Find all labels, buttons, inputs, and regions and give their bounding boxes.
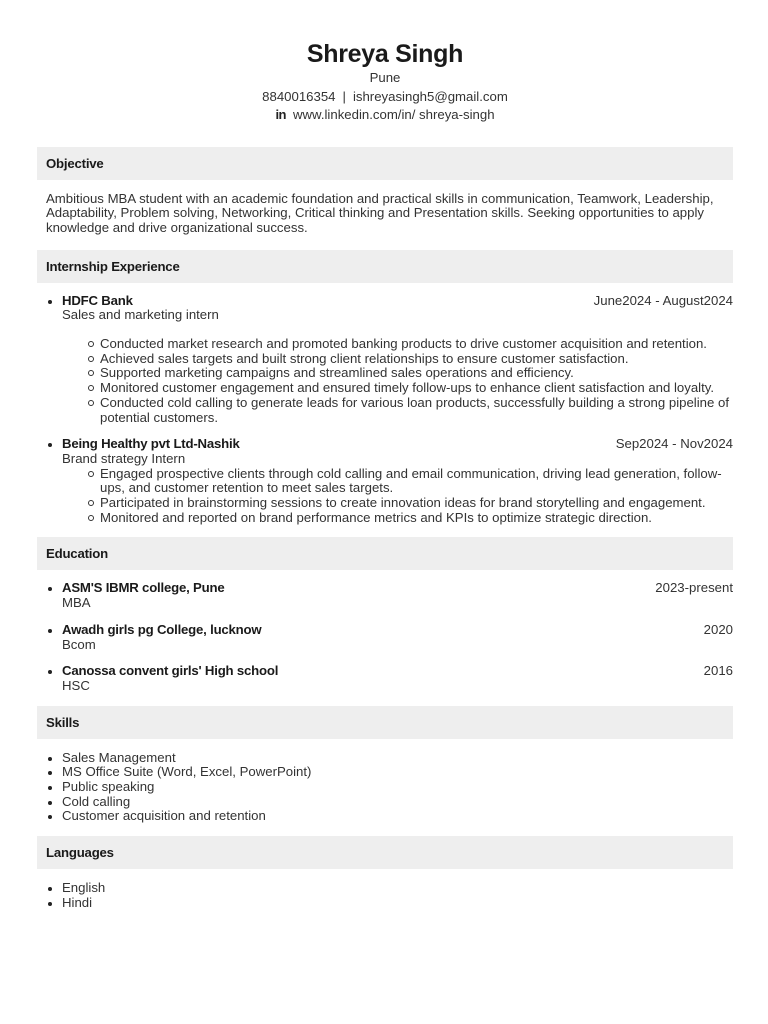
internship-role: Brand strategy Intern [62,450,186,466]
skill-item: Customer acquisition and retention [62,809,733,824]
internship-point: Engaged prospective clients through cold calling and email communication, driving lead generation, follow-ups, and customer retention to meet sales targets. [100,467,733,496]
degree: MBA [62,595,91,611]
internship-point: Supported marketing campaigns and streamlined sales operations and efficiency. [100,366,733,381]
internship-role: Sales and marketing intern [62,307,219,323]
internship-point: Monitored and reported on brand performance metrics and KPIs to optimize strategic direction. [100,511,733,526]
internship-point: Conducted market research and promoted banking products to drive customer acquisition and retention. [100,337,733,352]
degree: Bcom [62,636,96,652]
internship-point: Monitored customer engagement and ensured timely follow-ups to enhance client satisfaction and loyalty. [100,381,733,396]
skill-item: Sales Management [62,751,733,766]
skill-item: Cold calling [62,795,733,810]
languages-heading: Languages [37,836,733,869]
education-heading: Education [37,537,733,570]
education-date: 2016 [703,663,733,679]
skill-item: Public speaking [62,780,733,795]
resume-page [37,0,733,923]
linkedin-url[interactable]: www.linkedin.com/in/ shreya-singh [293,107,495,122]
email-address[interactable]: ishreyasingh5@gmail.com [352,88,508,104]
internship-heading: Internship Experience [37,250,733,283]
languages-list [37,869,733,922]
contact-separator: | [342,88,346,104]
internship-point: Achieved sales targets and built strong client relationships to ensure customer satisfaction. [100,352,733,367]
internship-entry [37,437,733,525]
contact-line [37,88,733,107]
internship-date: Sep2024 - Nov2024 [615,436,733,452]
internship-list [37,283,733,538]
linkedin-icon: in [275,107,286,122]
education-date: 2020 [703,621,733,637]
phone-number: 8840016354 [262,88,336,104]
internship-points [62,337,733,425]
internship-point: Participated in brainstorming sessions to create innovation ideas for brand storytelling and engagement. [100,496,733,511]
internship-entry [37,294,733,426]
language-item: English [62,881,733,896]
resume-header [37,0,733,125]
candidate-name: Shreya Singh [306,40,464,68]
objective-heading: Objective [37,147,733,180]
education-list [37,570,733,705]
school-name: Awadh girls pg College, lucknow [62,621,262,637]
degree: HSC [62,677,90,693]
company-name: Being Healthy pvt Ltd-Nashik [62,436,240,452]
objective-text: Ambitious MBA student with an academic foundation and practical skills in communication, Teamwork, Leadership, Adaptability, Problem solving, Networking, Critical thinking and Presentation skills. Seeking opportunities to apply knowledge and drive organizational success. [46,190,714,235]
internship-date: June2024 - August2024 [593,292,733,308]
school-name: Canossa convent girls' High school [62,663,279,679]
internship-points [62,467,733,526]
company-name: HDFC Bank [62,292,133,308]
internship-point: Conducted cold calling to generate leads for various loan products, successfully building a strong pipeline of potential customers. [100,396,733,425]
linkedin-line [37,106,733,125]
education-entry [37,623,733,652]
school-name: ASM'S IBMR college, Pune [62,580,225,596]
education-entry [37,581,733,610]
skills-list [37,739,733,837]
education-entry [37,664,733,693]
language-item: Hindi [62,896,733,911]
education-date: 2023-present [655,580,733,596]
location: Pune [369,70,401,85]
skills-heading: Skills [37,706,733,739]
skill-item: MS Office Suite (Word, Excel, PowerPoint) [62,765,733,780]
